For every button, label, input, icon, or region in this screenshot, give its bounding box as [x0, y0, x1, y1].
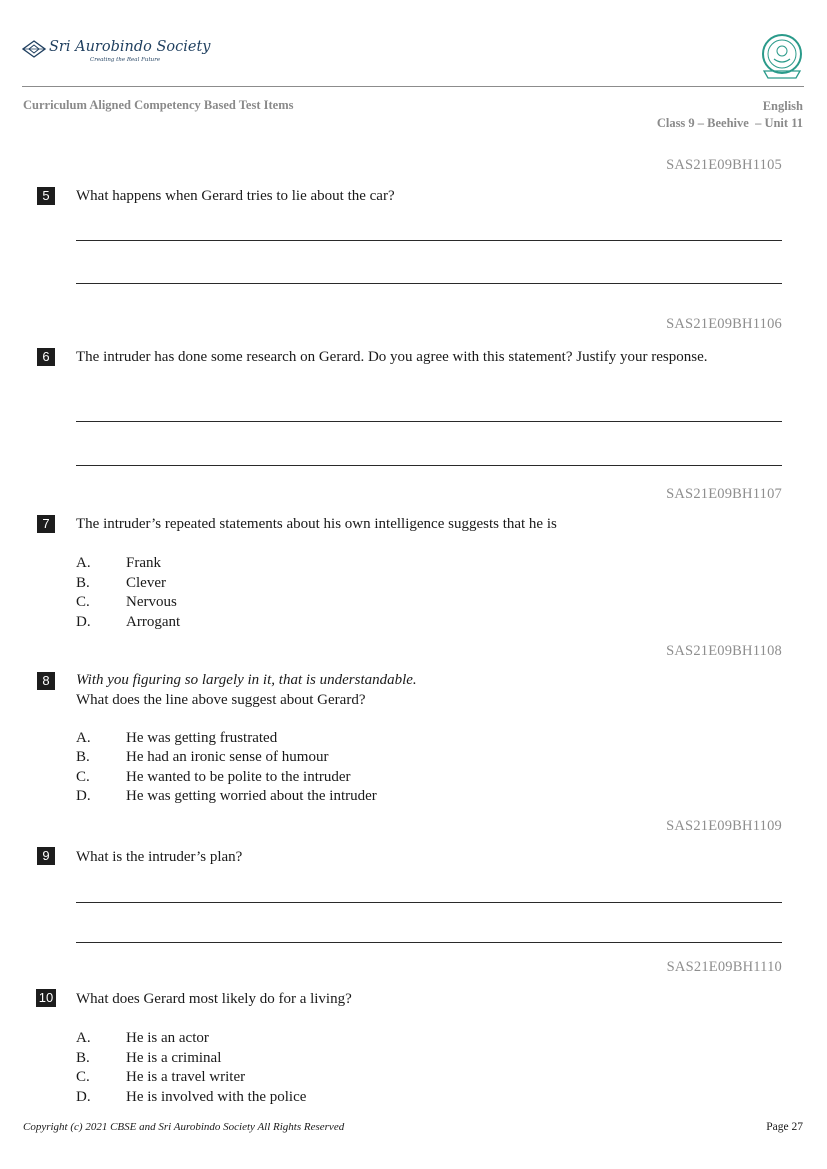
logo-text: Sri Aurobindo Society	[49, 39, 211, 55]
answer-line[interactable]	[76, 421, 782, 422]
option-letter: B.	[76, 575, 90, 591]
option-letter: C.	[76, 769, 90, 785]
subject-class-block	[657, 98, 803, 132]
curriculum-title: Curriculum Aligned Competency Based Test Items	[23, 98, 294, 112]
question-code: SAS21E09BH1108	[666, 643, 782, 659]
sri-aurobindo-society-logo	[22, 38, 211, 68]
answer-line[interactable]	[76, 942, 782, 943]
option-text: Nervous	[126, 594, 177, 610]
option-b[interactable]	[76, 748, 328, 767]
logo-tagline: Creating the Real Future	[90, 57, 161, 63]
copyright-notice: Copyright (c) 2021 CBSE and Sri Aurobindo Society All Rights Reserved	[23, 1121, 345, 1133]
option-text: He is involved with the police	[126, 1089, 307, 1105]
question-code: SAS21E09BH1110	[666, 959, 782, 975]
option-d[interactable]	[76, 787, 377, 806]
option-letter: C.	[76, 594, 90, 610]
question-number: 6	[37, 348, 55, 366]
question-code: SAS21E09BH1106	[666, 316, 782, 332]
option-text: He wanted to be polite to the intruder	[126, 769, 351, 785]
question-code: SAS21E09BH1109	[666, 818, 782, 834]
class-unit-label: Class 9 – Beehive – Unit 11	[656, 116, 803, 130]
question-code: SAS21E09BH1107	[666, 486, 782, 502]
society-emblem-icon	[22, 40, 46, 58]
question-number: 5	[37, 187, 55, 205]
option-b[interactable]	[76, 1049, 221, 1068]
option-letter: B.	[76, 1050, 90, 1066]
option-text: Clever	[126, 575, 166, 591]
question-quote: With you figuring so largely in it, that is understandable.	[76, 672, 417, 688]
question-text: The intruder’s repeated statements about his own intelligence suggests that he is	[76, 516, 557, 532]
option-letter: C.	[76, 1069, 90, 1085]
option-letter: D.	[76, 788, 91, 804]
option-text: He had an ironic sense of humour	[126, 749, 329, 765]
answer-line[interactable]	[76, 465, 782, 466]
option-letter: B.	[76, 749, 90, 765]
option-text: Arrogant	[126, 614, 181, 630]
question-code: SAS21E09BH1105	[666, 157, 782, 173]
option-letter: D.	[76, 614, 91, 630]
question-text: What happens when Gerard tries to lie about the car?	[76, 188, 395, 204]
option-c[interactable]	[76, 1068, 245, 1087]
option-text: He is an actor	[126, 1030, 209, 1046]
option-letter: A.	[76, 555, 91, 571]
option-b[interactable]	[76, 574, 166, 593]
option-text: He was getting frustrated	[126, 730, 278, 746]
option-text: He is a travel writer	[126, 1069, 246, 1085]
header-divider	[22, 86, 804, 87]
page-number: Page 27	[766, 1121, 803, 1133]
option-c[interactable]	[76, 593, 177, 612]
option-letter: A.	[76, 730, 91, 746]
cbse-seal-icon	[760, 33, 804, 81]
option-a[interactable]	[76, 729, 277, 748]
question-number: 8	[37, 672, 55, 690]
question-text: What does the line above suggest about Gerard?	[76, 692, 366, 708]
option-d[interactable]	[76, 1088, 306, 1107]
option-letter: D.	[76, 1089, 91, 1105]
option-text: He is a criminal	[126, 1050, 222, 1066]
answer-line[interactable]	[76, 283, 782, 284]
question-text: The intruder has done some research on Gerard. Do you agree with this statement? Justify your response.	[76, 349, 708, 365]
answer-line[interactable]	[76, 240, 782, 241]
question-number: 7	[37, 515, 55, 533]
option-text: Frank	[126, 555, 161, 571]
subject-label: English	[762, 99, 803, 113]
question-number: 10	[36, 989, 56, 1007]
option-a[interactable]	[76, 554, 161, 573]
option-text: He was getting worried about the intruder	[126, 788, 377, 804]
option-d[interactable]	[76, 613, 180, 632]
option-a[interactable]	[76, 1029, 209, 1048]
answer-line[interactable]	[76, 902, 782, 903]
option-c[interactable]	[76, 768, 351, 787]
question-number: 9	[37, 847, 55, 865]
page-header	[0, 0, 827, 140]
question-text: What does Gerard most likely do for a living?	[76, 991, 352, 1007]
question-text: What is the intruder’s plan?	[76, 849, 243, 865]
option-letter: A.	[76, 1030, 91, 1046]
